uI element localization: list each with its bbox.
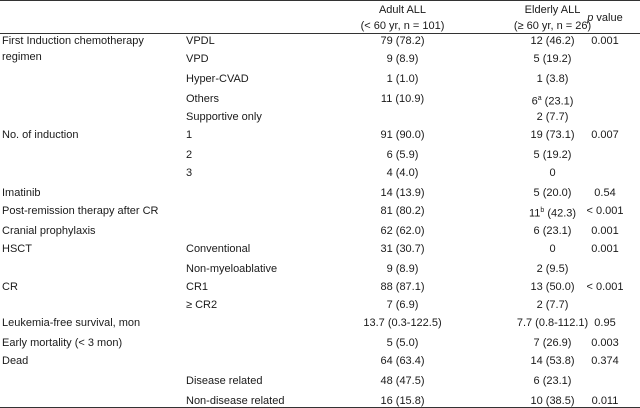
p-value: 0.007: [591, 129, 619, 141]
adult-value: 64 (63.4): [380, 355, 425, 367]
adult-value: 31 (30.7): [380, 243, 425, 255]
elderly-value: 5 (19.2): [533, 53, 572, 65]
p-value: 0.001: [591, 243, 619, 255]
header-elderly-sub: (≥ 60 yr, n = 26): [513, 20, 592, 32]
elderly-value: 13 (50.0): [530, 281, 575, 293]
elderly-value: 7.7 (0.8-112.1): [516, 317, 589, 329]
row-label: CR: [2, 281, 18, 293]
header-p-italic: p: [587, 12, 594, 24]
elderly-value: 6 (23.1): [533, 375, 572, 387]
p-value: < 0.001: [586, 281, 624, 293]
row-label: HSCT: [2, 243, 32, 255]
elderly-value-percent: (42.3): [544, 207, 577, 220]
elderly-value: 12 (46.2): [530, 35, 575, 47]
row-sublabel: 1: [186, 129, 193, 141]
adult-value: 62 (62.0): [380, 225, 425, 237]
elderly-value: 0: [549, 243, 556, 255]
elderly-value: 0: [549, 167, 556, 179]
row-sublabel: 2: [186, 149, 193, 161]
elderly-value: 19 (73.1): [530, 129, 575, 141]
row-sublabel: VPDL: [186, 35, 215, 47]
row-label: Early mortality (< 3 mon): [2, 337, 123, 349]
adult-value: 81 (80.2): [380, 205, 425, 217]
elderly-value: 6 (23.1): [533, 225, 572, 237]
p-value: 0.011: [591, 395, 619, 407]
row-sublabel: CR1: [186, 281, 209, 293]
row-sublabel: Others: [186, 93, 220, 105]
adult-value: 91 (90.0): [380, 129, 425, 141]
adult-value: 6 (5.9): [386, 149, 419, 161]
elderly-value: [480, 92, 625, 109]
row-sublabel: Non-myeloablative: [186, 263, 278, 275]
elderly-value-number: 11: [528, 207, 541, 220]
header-adult: [330, 2, 475, 34]
p-value: 0.001: [591, 225, 619, 237]
row-label: Imatinib: [2, 187, 41, 199]
p-value: 0.54: [594, 187, 616, 199]
adult-value: 48 (47.5): [380, 375, 425, 387]
elderly-value: 2 (7.7): [536, 299, 569, 311]
elderly-value: 2 (9.5): [536, 263, 569, 275]
p-value: 0.95: [594, 317, 616, 329]
p-value: < 0.001: [586, 205, 624, 217]
adult-value: 79 (78.2): [380, 35, 425, 47]
elderly-value-number: 6: [531, 95, 538, 108]
elderly-value: 5 (20.0): [533, 187, 572, 199]
adult-value: 9 (8.9): [386, 263, 419, 275]
adult-value: 88 (87.1): [380, 281, 425, 293]
elderly-value: 5 (19.2): [533, 149, 572, 161]
elderly-value: 10 (38.5): [530, 395, 575, 407]
adult-value: 7 (6.9): [386, 299, 419, 311]
top-rule: [0, 0, 640, 1]
row-sublabel: Conventional: [186, 243, 251, 255]
adult-value: 9 (8.9): [386, 53, 419, 65]
row-sublabel: VPD: [186, 53, 209, 65]
elderly-value: 2 (7.7): [536, 111, 569, 123]
p-value: 0.003: [591, 337, 619, 349]
row-sublabel: Non-disease related: [186, 395, 285, 407]
adult-value: 11 (10.9): [380, 93, 425, 105]
elderly-value: 14 (53.8): [530, 355, 575, 367]
elderly-value-percent: (23.1): [541, 95, 574, 108]
row-label: No. of induction: [2, 129, 79, 141]
row-sublabel: Disease related: [186, 375, 263, 387]
header-adult-title: Adult ALL: [378, 4, 427, 16]
row-label: Dead: [2, 355, 29, 367]
adult-value: 5 (5.0): [386, 337, 419, 349]
header-p-rest: value: [593, 12, 623, 24]
row-sublabel: 3: [186, 167, 193, 179]
row-label: Cranial prophylaxis: [2, 225, 96, 237]
adult-value: 16 (15.8): [380, 395, 425, 407]
adult-value: 1 (1.0): [386, 73, 419, 85]
row-label: Leukemia-free survival, mon: [2, 317, 141, 329]
row-sublabel: Hyper-CVAD: [186, 73, 249, 85]
header-p-value: [572, 10, 638, 26]
header-elderly-title: Elderly ALL: [524, 4, 581, 16]
row-sublabel: Supportive only: [186, 111, 262, 123]
row-sublabel: ≥ CR2: [186, 299, 218, 311]
adult-value: 13.7 (0.3-122.5): [363, 317, 442, 329]
p-value: 0.374: [591, 355, 619, 367]
elderly-value: 7 (26.9): [533, 337, 572, 349]
adult-value: 14 (13.9): [380, 187, 425, 199]
footnote-marker: b: [540, 207, 545, 214]
row-label: Post-remission therapy after CR: [2, 205, 159, 217]
footnote-marker: a: [537, 95, 542, 102]
adult-value: 4 (4.0): [386, 167, 419, 179]
elderly-value: 1 (3.8): [536, 73, 569, 85]
row-label: First Induction chemotherapy regimen: [2, 35, 144, 63]
header-adult-sub: (< 60 yr, n = 101): [360, 20, 445, 32]
p-value: 0.001: [591, 35, 619, 47]
